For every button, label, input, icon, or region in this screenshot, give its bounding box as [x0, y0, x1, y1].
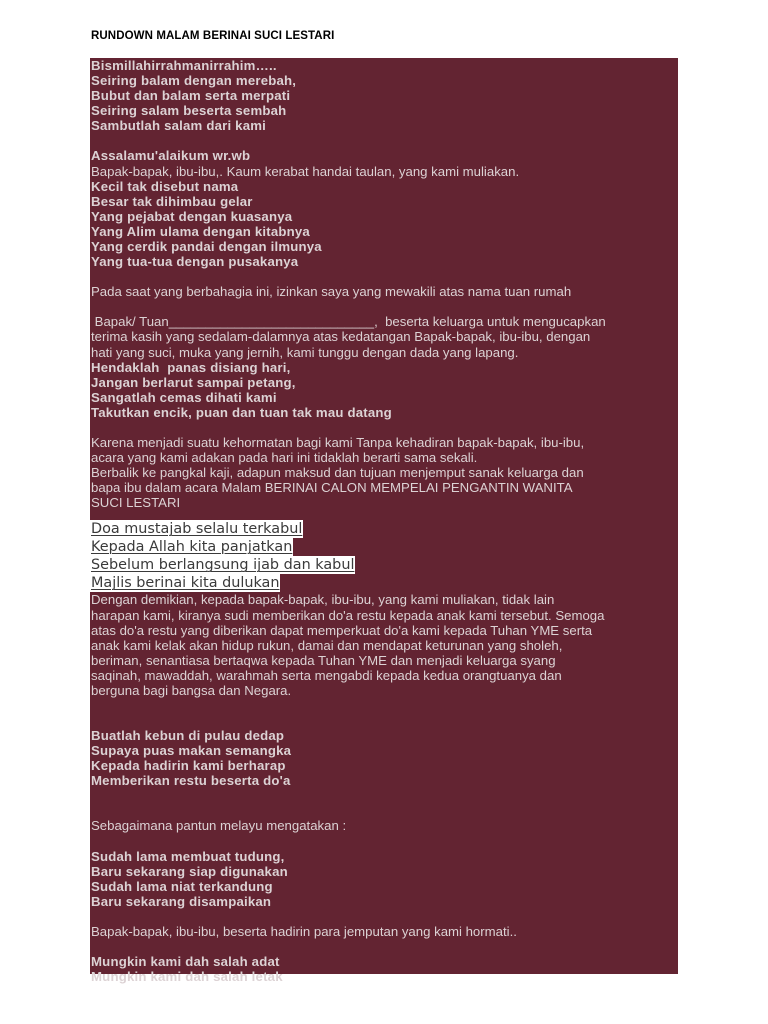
- text-line: Yang tua-tua dengan pusakanya: [91, 254, 299, 270]
- highlighted-pantun: [90, 520, 678, 592]
- text-line: Kecil tak disebut nama: [91, 178, 239, 194]
- text-line: Mungkin kami dah salah adat: [91, 954, 280, 970]
- text-line: Bapak/ Tuan____________________________, beserta keluarga untuk mengucapkan: [91, 314, 606, 330]
- spacer: [90, 133, 678, 148]
- text-line: Baru sekarang siap digunakan: [91, 863, 288, 879]
- text-line: Dengan demikian, kepada bapak-bapak, ibu-ibu, yang kami muliakan, tidak lain: [91, 592, 555, 608]
- text-line: Besar tak dihimbau gelar: [91, 193, 253, 209]
- text-line: Berbalik ke pangkal kaji, adapun maksud dan tujuan menjemput sanak keluarga dan: [91, 465, 584, 481]
- text-line: Mungkin kami dah salah letak: [91, 969, 283, 985]
- spacer: [90, 299, 678, 314]
- text-line: Yang Alim ulama dengan kitabnya: [91, 223, 310, 239]
- greeting-section: [90, 148, 678, 269]
- text-line: atas do'a restu yang diberikan dapat memperkuat do'a kami kepada Tuhan YME serta: [91, 622, 593, 638]
- text-line: Supaya puas makan semangka: [91, 743, 292, 759]
- pantun-intro: [90, 818, 678, 833]
- text-line: Yang cerdik pandai dengan ilmunya: [91, 239, 322, 255]
- text-line: Buatlah kebun di pulau dedap: [91, 728, 285, 744]
- highlighted-line: Doa mustajab selalu terkabul: [91, 521, 303, 538]
- text-line: Seiring balam dengan merebah,: [91, 73, 297, 89]
- pantun-adat: [90, 954, 678, 984]
- spacer: [90, 788, 678, 818]
- pantun-kebun: [90, 728, 678, 788]
- text-line: anak kami kelak akan hidup rukun, damai dan mendapat keturunan yang sholeh,: [91, 637, 563, 653]
- text-line: berguna bagi bangsa dan Negara.: [91, 683, 292, 698]
- text-line: bapa ibu dalam acara Malam BERINAI CALON MEMPELAI PENGANTIN WANITA: [91, 480, 573, 496]
- intro-paragraph: [90, 284, 678, 299]
- text-line: Memberikan restu beserta do'a: [91, 773, 291, 789]
- highlighted-line: Kepada Allah kita panjatkan: [91, 539, 293, 556]
- text-line: Sangatlah cemas dihati kami: [91, 389, 277, 405]
- spacer: [90, 834, 678, 849]
- highlighted-line: Sebelum berlangsung ijab dan kabul: [91, 557, 355, 574]
- spacer: [90, 909, 678, 924]
- document-title: RUNDOWN MALAM BERINAI SUCI LESTARI: [91, 30, 335, 42]
- text-line: Bubut dan balam serta merpati: [91, 88, 291, 104]
- text-line: hati yang suci, muka yang jernih, kami tunggu dengan dada yang lapang.: [91, 344, 519, 360]
- text-line: Karena menjadi suatu kehormatan bagi kami Tanpa kehadiran bapak-bapak, ibu-ibu,: [91, 434, 585, 450]
- text-line: Seiring salam beserta sembah: [91, 103, 287, 119]
- text-line: acara yang kami adakan pada hari ini tidaklah berarti sama sekali.: [91, 450, 478, 466]
- pantun-opening: [90, 58, 678, 133]
- text-line: Yang pejabat dengan kuasanya: [91, 208, 293, 224]
- text-line: Hendaklah panas disiang hari,: [91, 359, 291, 375]
- text-line: Bismillahirrahmanirrahim…..: [91, 58, 277, 73]
- pantun-tudung: [90, 849, 678, 909]
- prayer-paragraph: [90, 592, 678, 698]
- text-line: Sudah lama niat terkandung: [91, 878, 273, 894]
- text-line: Assalamu'alaikum wr.wb: [91, 148, 251, 164]
- purpose-paragraph: [90, 435, 678, 510]
- highlighted-line: Majlis berinai kita dulukan: [91, 575, 280, 592]
- text-line: Bapak-bapak, ibu-ibu, beserta hadirin para jemputan yang kami hormati..: [91, 923, 517, 939]
- spacer: [90, 269, 678, 284]
- text-line: Jangan berlarut sampai petang,: [91, 374, 296, 390]
- content-panel: [90, 58, 678, 985]
- text-line: SUCI LESTARI: [91, 495, 181, 511]
- text-line: Pada saat yang berbahagia ini, izinkan saya yang mewakili atas nama tuan rumah: [91, 284, 572, 300]
- text-line: Sudah lama membuat tudung,: [91, 848, 285, 864]
- thanks-paragraph: [90, 314, 678, 420]
- text-line: Baru sekarang disampaikan: [91, 893, 272, 909]
- text-line: Sambutlah salam dari kami: [91, 118, 267, 134]
- text-line: Kepada hadirin kami berharap: [91, 758, 286, 774]
- spacer: [90, 939, 678, 954]
- text-line: beriman, senantiasa bertaqwa kepada Tuhan YME dan menjadi keluarga syang: [91, 652, 556, 668]
- text-line: harapan kami, kiranya sudi memberikan do'a restu kepada anak kami tersebut. Semoga: [91, 607, 605, 623]
- text-line: saqinah, mawaddah, warahmah serta mengabdi kepada kedua orangtuanya dan: [91, 667, 562, 683]
- text-line: Takutkan encik, puan dan tuan tak mau datang: [91, 404, 392, 420]
- spacer: [90, 698, 678, 728]
- text-line: terima kasih yang sedalam-dalamnya atas kedatangan Bapak-bapak, ibu-ibu, dengan: [91, 329, 591, 345]
- address-paragraph: [90, 924, 678, 939]
- spacer: [90, 420, 678, 435]
- text-line: Bapak-bapak, ibu-ibu,. Kaum kerabat handai taulan, yang kami muliakan.: [91, 163, 520, 179]
- text-line: Sebagaimana pantun melayu mengatakan :: [91, 818, 347, 834]
